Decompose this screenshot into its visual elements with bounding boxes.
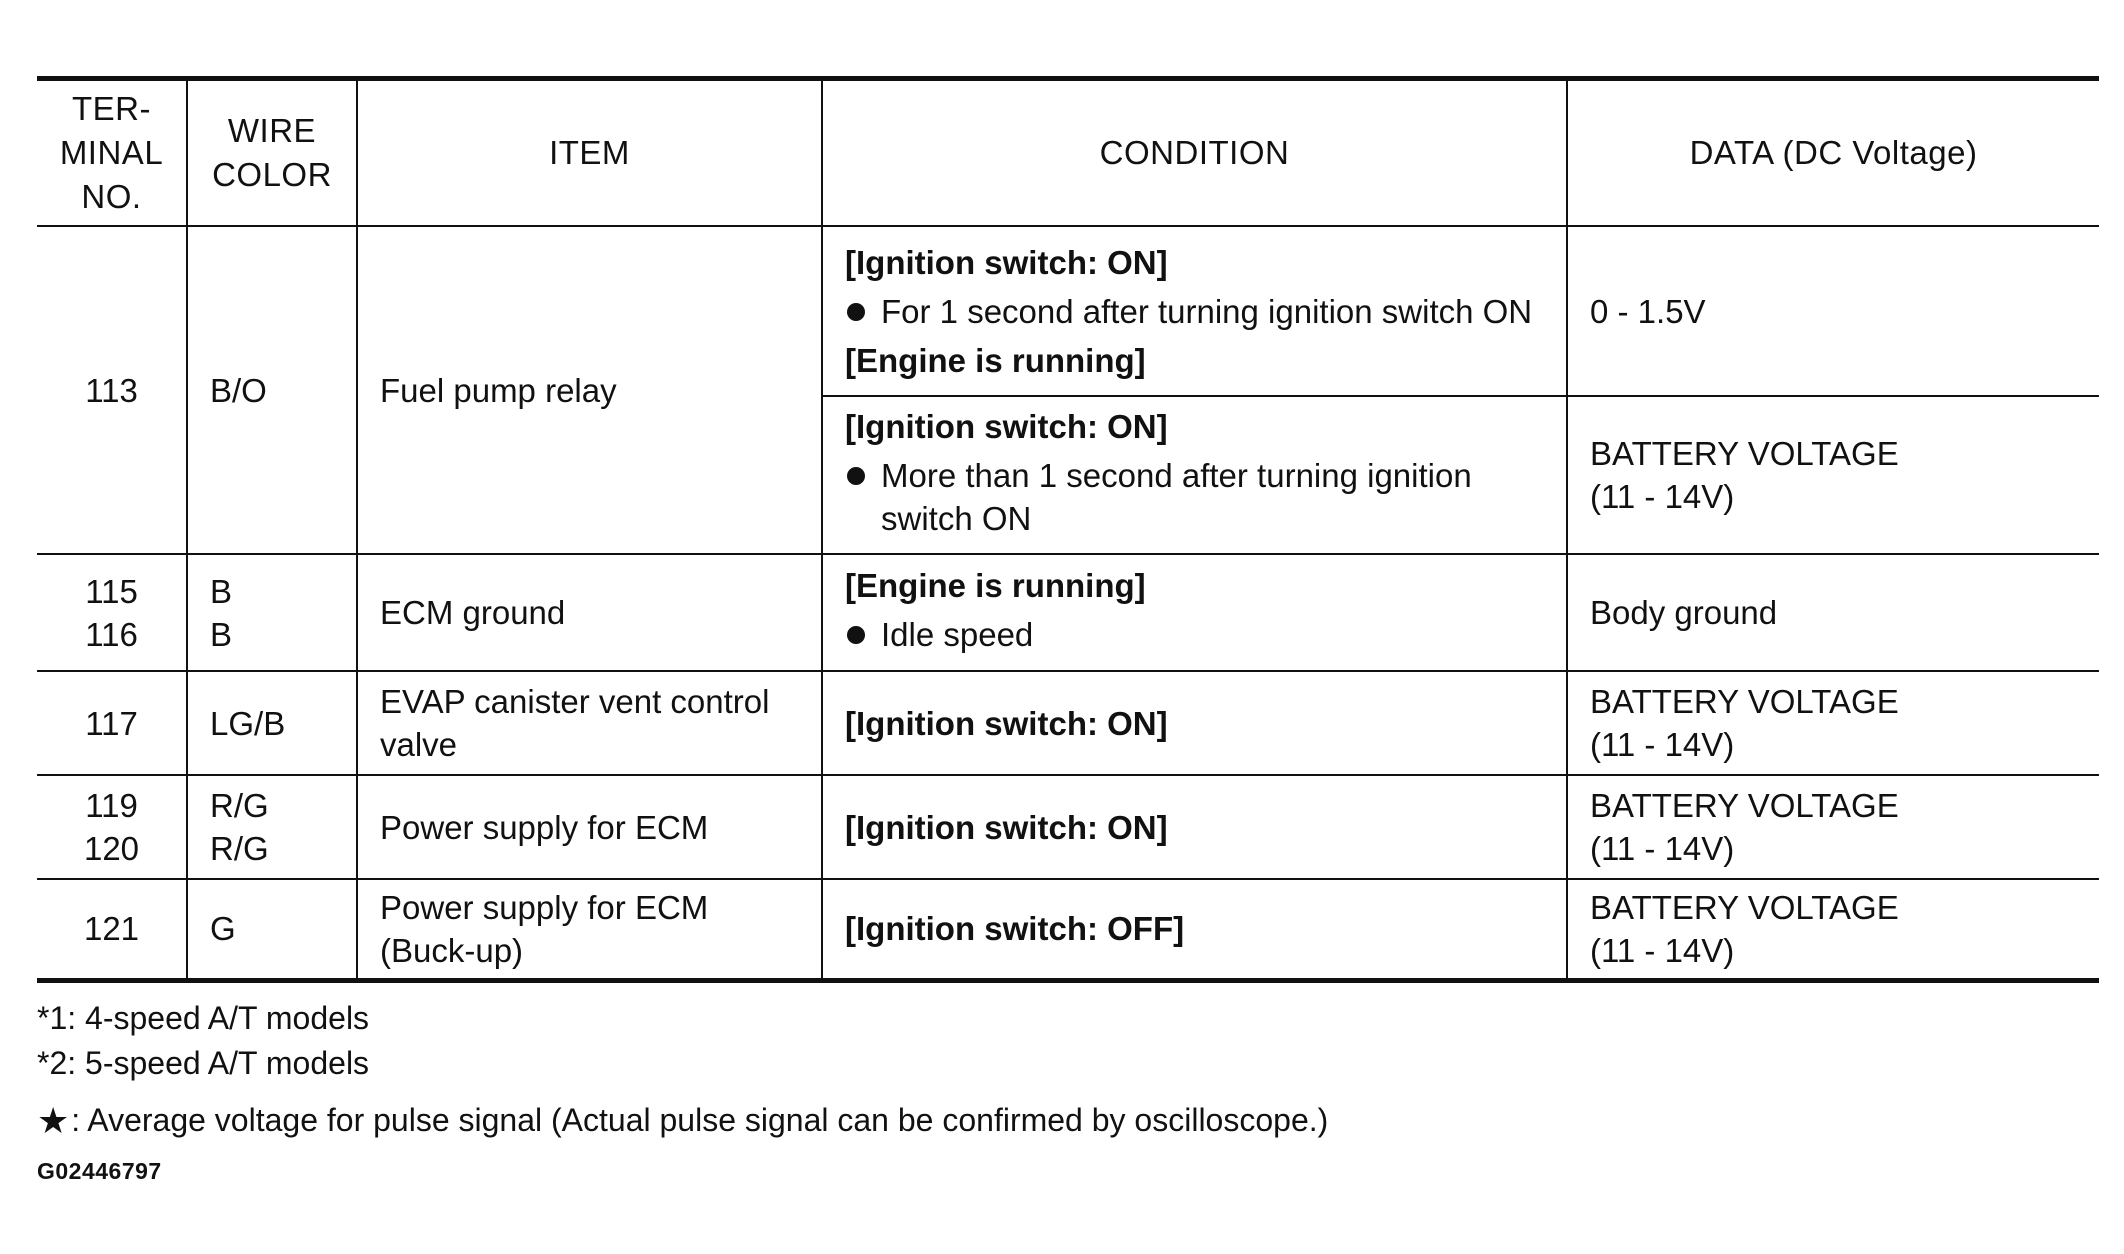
- data-cell: BATTERY VOLTAGE (11 - 14V): [1567, 775, 2099, 879]
- header-terminal-no: TER- MINAL NO.: [37, 79, 187, 227]
- wire-color-cell: G: [187, 879, 357, 980]
- wire-color-cell: B/O: [187, 226, 357, 554]
- item-cell: ECM ground: [357, 554, 822, 671]
- condition-heading: [Ignition switch: ON]: [845, 808, 1168, 846]
- terminal-cell: 115 116: [37, 554, 187, 671]
- header-wire-color: WIRE COLOR: [187, 79, 357, 227]
- data-cell: BATTERY VOLTAGE (11 - 14V): [1567, 671, 2099, 775]
- table-row: [37, 879, 2099, 980]
- footnote-2: *2: 5-speed A/T models: [37, 1045, 370, 1081]
- item-cell: Fuel pump relay: [357, 226, 822, 554]
- condition-cell: [822, 671, 1567, 775]
- condition-cell: [822, 775, 1567, 879]
- wire-color-cell: B B: [187, 554, 357, 671]
- condition-cell: [822, 554, 1567, 671]
- bullet-icon: [847, 626, 865, 644]
- star-icon: ★: [37, 1099, 70, 1141]
- data-cell: BATTERY VOLTAGE (11 - 14V): [1567, 396, 2099, 554]
- wire-color-cell: R/G R/G: [187, 775, 357, 879]
- condition-heading: [Ignition switch: ON]: [845, 704, 1168, 742]
- header-condition: CONDITION: [822, 79, 1567, 227]
- terminal-cell: 119 120: [37, 775, 187, 879]
- table-row: [37, 671, 2099, 775]
- condition-heading: [Ignition switch: OFF]: [845, 910, 1185, 948]
- header-item: ITEM: [357, 79, 822, 227]
- bullet-icon: [847, 303, 865, 321]
- terminal-cell: 121: [37, 879, 187, 980]
- wire-color-cell: LG/B: [187, 671, 357, 775]
- item-cell: Power supply for ECM (Buck-up): [357, 879, 822, 980]
- header-row: [37, 79, 2099, 227]
- condition-bullet: More than 1 second after turning ignition switch ON: [845, 454, 1544, 540]
- terminal-cell: 117: [37, 671, 187, 775]
- footnote-1: *1: 4-speed A/T models: [37, 1000, 370, 1036]
- condition-cell: [822, 879, 1567, 980]
- condition-heading: [Ignition switch: ON]: [845, 243, 1168, 281]
- table-row: [37, 226, 2099, 396]
- footnotes: [37, 996, 1328, 1143]
- table-row: [37, 554, 2099, 671]
- footnote-star-text: : Average voltage for pulse signal (Actual pulse signal can be confirmed by oscilloscope.): [71, 1102, 1329, 1138]
- ecm-terminal-table: [37, 76, 2099, 983]
- condition-heading: [Ignition switch: ON]: [845, 407, 1168, 445]
- terminal-cell: 113: [37, 226, 187, 554]
- table-row: [37, 775, 2099, 879]
- data-cell: 0 - 1.5V: [1567, 226, 2099, 396]
- condition-heading: [Engine is running]: [845, 566, 1146, 604]
- condition-cell: [822, 226, 1567, 396]
- condition-bullet: Idle speed: [845, 613, 1544, 656]
- figure-id: G02446797: [37, 1158, 162, 1184]
- data-cell: BATTERY VOLTAGE (11 - 14V): [1590, 888, 1899, 969]
- condition-cell: [822, 396, 1567, 554]
- bullet-icon: [847, 467, 865, 485]
- data-cell: Body ground: [1567, 554, 2099, 671]
- header-data: DATA (DC Voltage): [1567, 79, 2099, 227]
- table-body: [37, 226, 2099, 980]
- item-cell: EVAP canister vent control valve: [357, 671, 822, 775]
- item-cell: Power supply for ECM: [357, 775, 822, 879]
- footnote-star: [37, 1098, 1328, 1143]
- condition-heading: [Engine is running]: [845, 341, 1146, 379]
- condition-bullet: For 1 second after turning ignition switch ON: [845, 290, 1544, 333]
